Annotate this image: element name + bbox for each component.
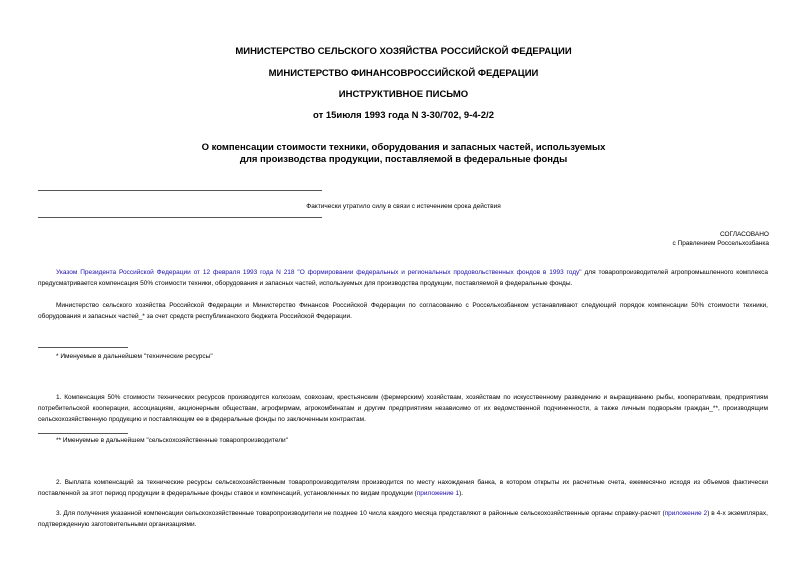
- document-title: О компенсации стоимости техники, оборудования и запасных частей, используемых для производства продукции, поставляемой в федеральные фонды: [201, 142, 606, 165]
- footnote-technical-resources: * Именуемые в дальнейшем "технические ресурсы": [56, 353, 213, 360]
- paragraph-item-3-text: 3. Для получения указанной компенсации сельскохозяйственные товаропроизводители не позднее 10 числа каждого месяца представляют в районные сельскохозяйственные органы справку-расчет (: [56, 510, 665, 517]
- paragraph-item-2-tail: ).: [459, 490, 464, 497]
- paragraph-item-2: [38, 477, 768, 499]
- footnote-divider-2: [38, 433, 128, 434]
- appendix-1-link[interactable]: приложение 1: [416, 490, 460, 497]
- ministry-agriculture-heading: МИНИСТЕРСТВО СЕЛЬСКОГО ХОЗЯЙСТВА РОССИЙСКОЙ ФЕДЕРАЦИИ: [235, 46, 572, 57]
- status-note: Фактически утратило силу в связи с истечением срока действия: [306, 203, 501, 210]
- divider-bottom: [38, 217, 322, 218]
- paragraph-intro: [38, 267, 768, 289]
- paragraph-item-1: 1. Компенсация 50% стоимости технических ресурсов производится колхозам, совхозам, крестьянским (фермерским) хозяйствам, хозяйствам по искусственному разведению и выращиванию рыбы, кооперативам, предприятиям потребительской кооперации, ассоциациям, акционерным обществам, агрофирмам, агрокомбинатам и другим предприятиям независимо от их ведомственной подчиненности, а также личным подворьям граждан_**, производящим сельскохозяйственную продукцию и поставляющим ее в федеральные фонды по заключенным контрактам.: [38, 394, 768, 423]
- ministry-finance-heading: МИНИСТЕРСТВО ФИНАНСОВРОССИЙСКОЙ ФЕДЕРАЦИИ: [268, 68, 539, 79]
- paragraph-procedure: Министерство сельского хозяйства Российской Федерации и Министерство Финансов Российской Федерации по согласованию с Россельхозбанком устанавливают следующий порядок компенсации 50% стоимости техники, оборудования и запасных частей_* за счет средств республиканского бюджета Российской Федерации.: [38, 302, 768, 320]
- footnote-producers: ** Именуемые в дальнейшем "сельскохозяйственные товаропроизводители": [56, 437, 288, 444]
- presidential-decree-link[interactable]: Указом Президента Российской Федерации от 12 февраля 1993 года N 218 "О формировании федеральных и региональных продовольственных фондов в 1993 году": [56, 269, 582, 276]
- approval-title: СОГЛАСОВАНО: [719, 231, 769, 238]
- paragraph-item-3-tail: ) в 4-х экземплярах, подтвержденную заготовительными организациями.: [38, 510, 768, 528]
- paragraph-item-2-text: 2. Выплата компенсаций за технические ресурсы сельскохозяйственным товаропроизводителям производится по месту нахождения банка, в котором открыты их расчетные счета, ежемесячно исходя из объемов фактически поставленной за этот период продукции в федеральные фонды ставок и компенсаций, установленных по видам продукции (: [38, 479, 768, 497]
- approval-stamp: [672, 230, 769, 248]
- approval-body: с Правлением Россельхозбанка: [672, 240, 769, 247]
- document-type-heading: ИНСТРУКТИВНОЕ ПИСЬМО: [338, 89, 469, 100]
- document-date-number: от 15июля 1993 года N 3-30/702, 9-4-2/2: [313, 110, 494, 121]
- appendix-2-link[interactable]: приложение 2: [664, 510, 708, 517]
- divider-top: [38, 190, 322, 191]
- paragraph-intro-text: для товаропроизводителей агропромышленного комплекса предусматривается компенсация 50% стоимости техники, оборудования и запасных частей, используемых для производства продукции, поставляемой в федеральные фонды.: [38, 269, 768, 287]
- paragraph-item-3: [38, 508, 768, 530]
- footnote-divider-1: [38, 347, 128, 348]
